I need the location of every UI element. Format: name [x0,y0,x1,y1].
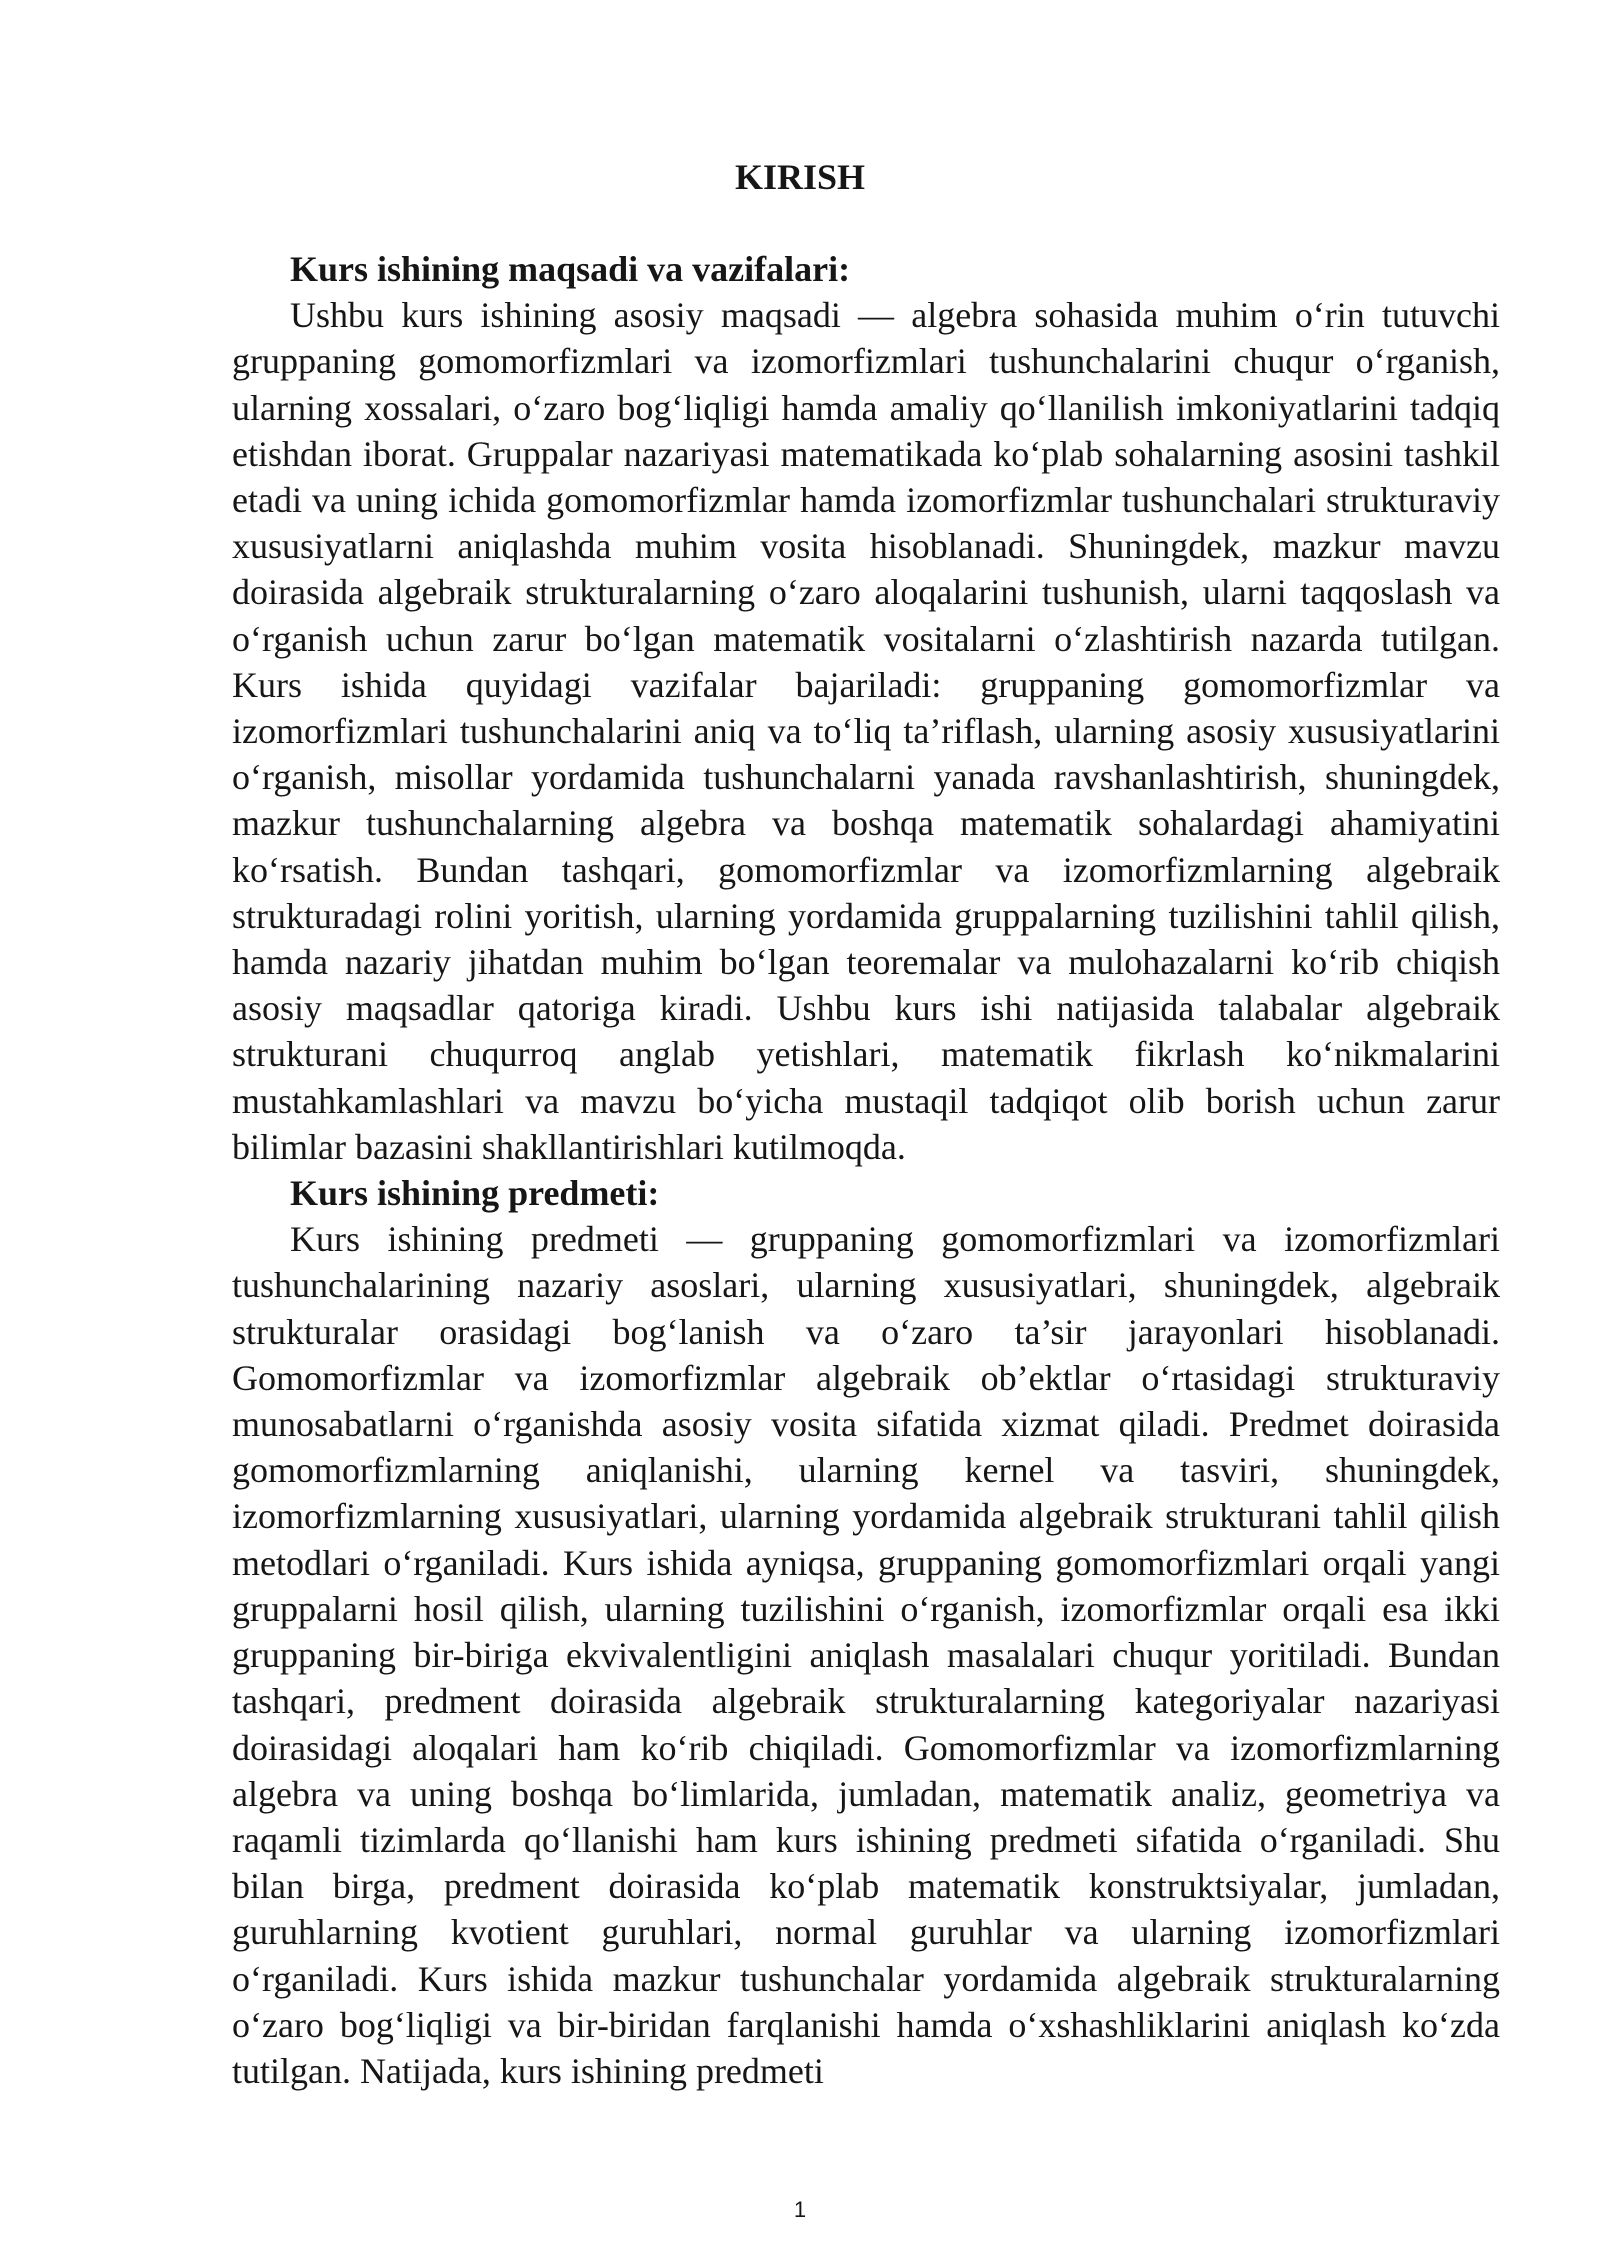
body-text [232,246,1500,2094]
page-number: 1 [793,2197,807,2222]
section-aims [232,246,1500,1170]
section-paragraph: Ushbu kurs ishining asosiy maqsadi — algebra sohasida muhim o‘rin tutuvchi gruppaning gomomorfizmlari va izomorfizmlari tushunchalarini chuqur o‘rganish, ularning xossalari, o‘zaro bog‘liqligi hamda amaliy qo‘llanilish imkoniyatlarini tadqiq etishdan iborat. Gruppalar nazariyasi matematikada ko‘plab sohalarning asosini tashkil etadi va uning ichida gomomorfizmlar hamda izomorfizmlar tushunchalari strukturaviy xususiyatlarni aniqlashda muhim vosita hisoblanadi. Shuningdek, mazkur mavzu doirasida algebraik strukturalarning o‘zaro aloqalarini tushunish, ularni taqqoslash va o‘rganish uchun zarur bo‘lgan matematik vositalarni o‘zlashtirish nazarda tutilgan. Kurs ishida quyidagi vazifalar bajariladi: gruppaning gomomorfizmlar va izomorfizmlari tushunchalarini aniq va to‘liq ta’riflash, ularning asosiy xususiyatlarini o‘rganish, misollar yordamida tushunchalarni yanada ravshanlashtirish, shuningdek, mazkur tushunchalarning algebra va boshqa matematik sohalardagi ahamiyatini ko‘rsatish. Bundan tashqari, gomomorfizmlar va izomorfizmlarning algebraik strukturadagi rolini yoritish, ularning yordamida gruppalarning tuzilishini tahlil qilish, hamda nazariy jihatdan muhim bo‘lgan teoremalar va mulohazalarni ko‘rib chiqish asosiy maqsadlar qatoriga kiradi. Ushbu kurs ishi natijasida talabalar algebraik strukturani chuqurroq anglab yetishlari, matematik fikrlash ko‘nikmalarini mustahkamlashlari va mavzu bo‘yicha mustaqil tadqiqot olib borish uchun zarur bilimlar bazasini shakllantirishlari kutilmoqda. [232,295,1500,1167]
section-heading: Kurs ishining predmeti: [290,1173,660,1214]
section-heading: Kurs ishining maqsadi va vazifalari: [290,249,851,289]
section-subject [232,1170,1500,2094]
page-title: KIRISH [734,157,866,197]
section-paragraph: Kurs ishining predmeti — gruppaning gomomorfizmlari va izomorfizmlari tushunchalarining nazariy asoslari, ularning xususiyatlari, shuningdek, algebraik strukturalar orasidagi bog‘lanish va o‘zaro ta’sir jarayonlari hisoblanadi. Gomomorfizmlar va izomorfizmlar algebraik ob’ektlar o‘rtasidagi strukturaviy munosabatlarni o‘rganishda asosiy vosita sifatida xizmat qiladi. Predmet doirasida gomomorfizmlarning aniqlanishi, ularning kernel va tasviri, shuningdek, izomorfizmlarning xususiyatlari, ularning yordamida algebraik strukturani tahlil qilish metodlari o‘rganiladi. Kurs ishida ayniqsa, gruppaning gomomorfizmlari orqali yangi gruppalarni hosil qilish, ularning tuzilishini o‘rganish, izomorfizmlar orqali esa ikki gruppaning bir-biriga ekvivalentligini aniqlash masalalari chuqur yoritiladi. Bundan tashqari, predment doirasida algebraik strukturalarning kategoriyalar nazariyasi doirasidagi aloqalari ham ko‘rib chiqiladi. Gomomorfizmlar va izomorfizmlarning algebra va uning boshqa bo‘limlarida, jumladan, matematik analiz, geometriya va raqamli tizimlarda qo‘llanishi ham kurs ishining predmeti sifatida o‘rganiladi. Shu bilan birga, predment doirasida ko‘plab matematik konstruktsiyalar, jumladan, guruhlarning kvotient guruhlari, normal guruhlar va ularning izomorfizmlari o‘rganiladi. Kurs ishida mazkur tushunchalar yordamida algebraik strukturalarning o‘zaro bog‘liqligi va bir-biridan farqlanishi hamda o‘xshashliklarini aniqlash ko‘zda tutilgan. Natijada, kurs ishining predmeti [232,1219,1500,2091]
